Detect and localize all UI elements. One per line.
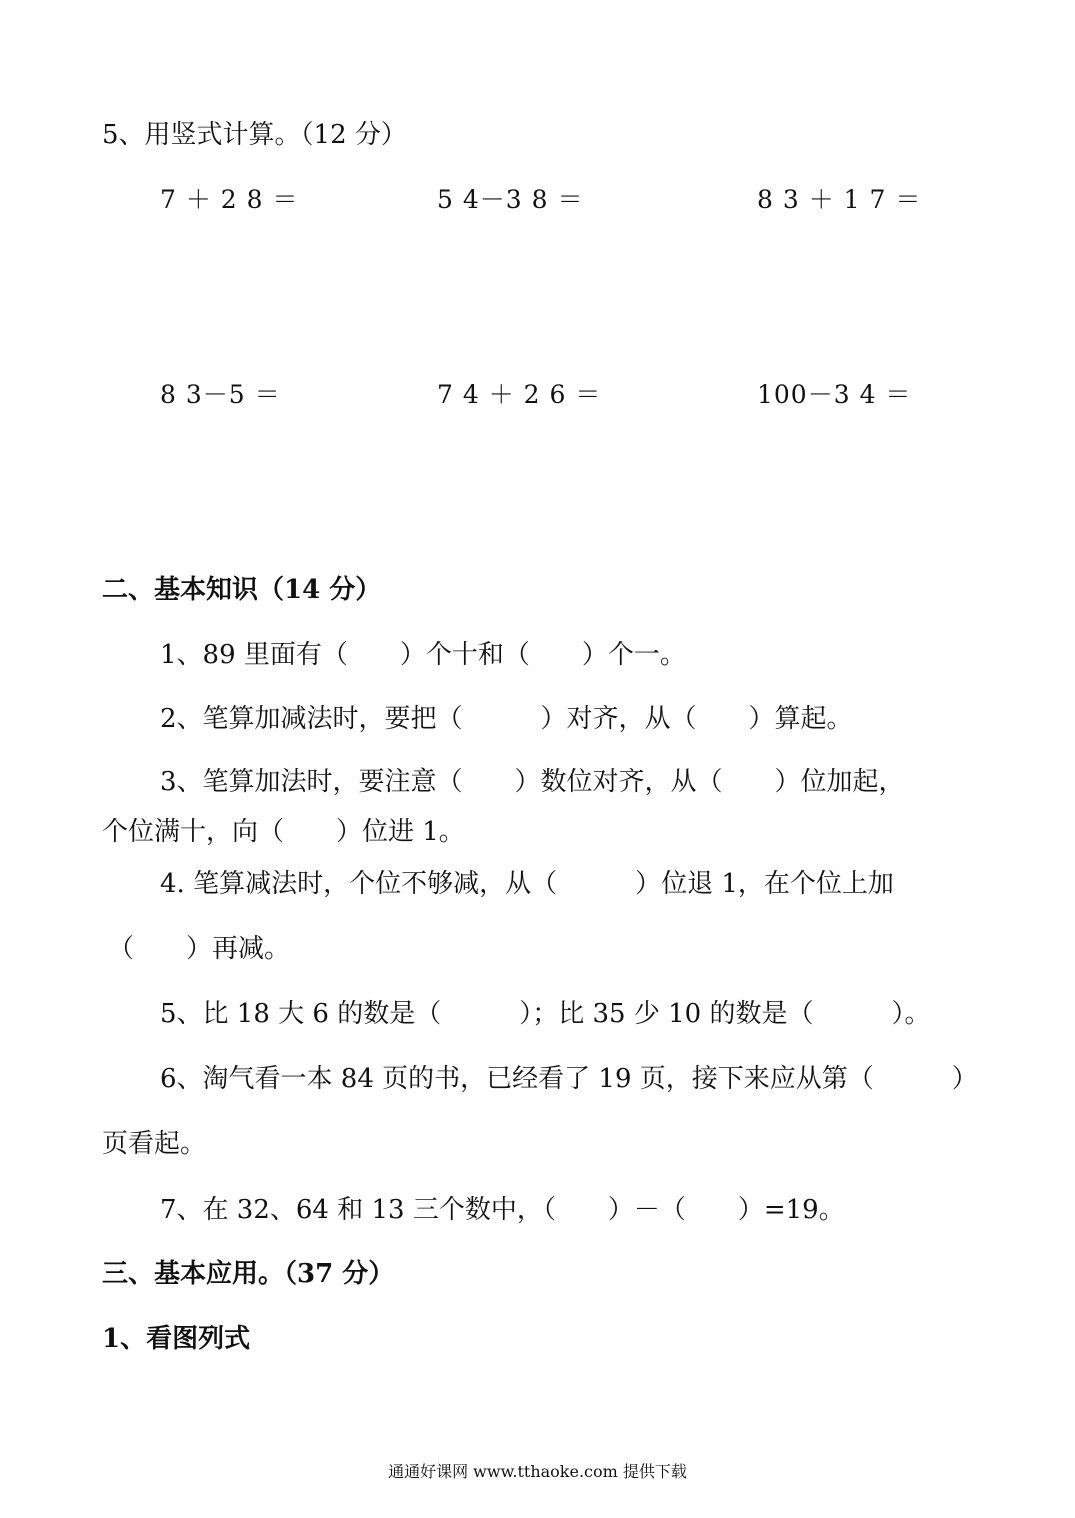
calc-100-minus-34: 100－3 4 ＝: [757, 380, 912, 409]
question-4-line-1: 4. 笔算减法时，个位不够减，从（ ）位退 1，在个位上加: [160, 869, 894, 899]
question-7: 7、在 32、64 和 13 三个数中，（ ）－（ ）=19。: [160, 1195, 845, 1225]
question-3-line-1: 3、笔算加法时，要注意（ ）数位对齐，从（ ）位加起，: [160, 767, 905, 797]
calc-7-plus-28: 7 ＋ 2 8 ＝: [160, 185, 299, 214]
section-2-title: 二、基本知识（14 分）: [102, 575, 382, 605]
question-6-line-2: 页看起。: [102, 1129, 207, 1159]
calc-83-minus-5: 8 3－5 ＝: [160, 380, 281, 409]
section-3-title: 三、基本应用。（37 分）: [102, 1259, 395, 1289]
question-6-line-1: 6、淘气看一本 84 页的书，已经看了 19 页，接下来应从第（ ）: [160, 1064, 978, 1094]
page-footer: 通通好课网 www.tthaoke.com 提供下载: [388, 1462, 687, 1481]
question-5: 5、比 18 大 6 的数是（ ）；比 35 少 10 的数是（ ）。: [160, 999, 931, 1029]
calc-74-plus-26: 7 4 ＋ 2 6 ＝: [437, 380, 602, 409]
calc-83-plus-17: 8 3 ＋ 1 7 ＝: [757, 185, 922, 214]
calc-54-minus-38: 5 4－3 8 ＝: [437, 185, 584, 214]
question-4-line-2: （ ）再减。: [108, 934, 291, 964]
question-1: 1、89 里面有（ ）个十和（ ）个一。: [160, 640, 686, 670]
section-5-title: 5、用竖式计算。（12 分）: [102, 120, 407, 150]
question-2: 2、笔算加减法时，要把（ ）对齐，从（ ）算起。: [160, 704, 853, 734]
section-3-sub-1: 1、看图列式: [102, 1324, 251, 1354]
question-3-line-2: 个位满十，向（ ）位进 1。: [102, 817, 465, 847]
